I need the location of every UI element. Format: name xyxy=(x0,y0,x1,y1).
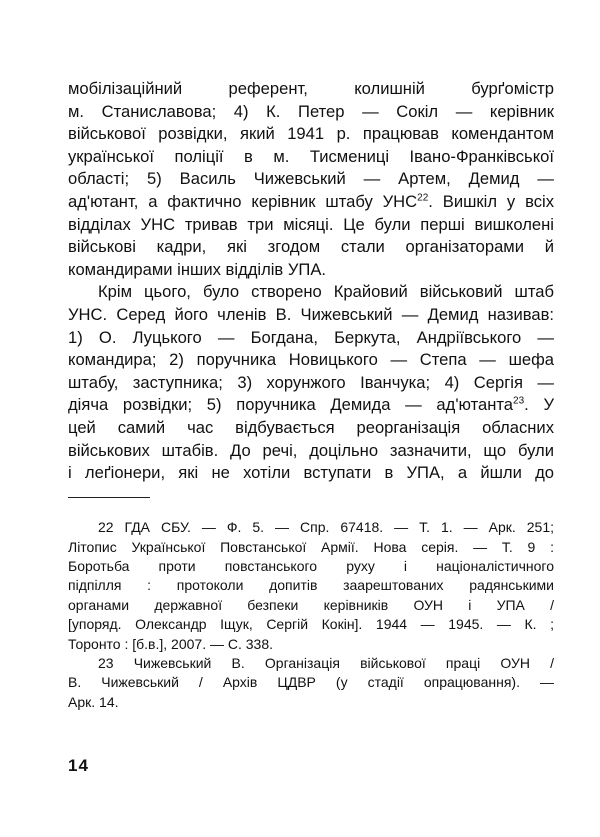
text-line: командира; 2) поручника Новицького — Степа — шефа xyxy=(68,350,554,370)
footnote-22-line: органами державної безпеки керівників ОУН і УПА / xyxy=(68,596,554,613)
footnotes xyxy=(68,518,554,712)
page-number: 14 xyxy=(68,756,89,775)
footnote-22-line: 22 ГДА СБУ. — Ф. 5. — Спр. 67418. — Т. 1. — Арк. 251; xyxy=(98,519,554,536)
text-line: Крім цього, було створено Крайовий військовий штаб xyxy=(98,282,554,302)
text-line: української поліції в м. Тисмениці Івано-Франківської xyxy=(68,146,554,166)
footnote-22-line: Торонто : [б.в.], 2007. — С. 338. xyxy=(68,635,274,652)
footnote-22-line: підпілля : протоколи допитів заарештованих радянськими xyxy=(68,577,554,594)
footnote-23-line: Арк. 14. xyxy=(68,693,119,710)
main-text xyxy=(68,78,554,485)
text-line: цей самий час відбувається реорганізація обласних xyxy=(68,417,554,437)
footnote-separator xyxy=(68,497,150,499)
text-line: мобілізаційний референт, колишній бурґомістр xyxy=(68,79,554,98)
text-line-with-ref xyxy=(68,191,554,214)
text-line: штабу, заступника; 3) хорунжого Іванчука; 4) Сергія — xyxy=(68,372,554,392)
footnote-ref-23[interactable]: 23 xyxy=(513,395,525,407)
text-line: м. Станиславова; 4) К. Петер — Сокіл — керівник xyxy=(68,101,554,121)
footnote-22-line: Боротьба проти повстанського руху і націоналістичного xyxy=(68,558,554,574)
text-line: 1) О. Луцького — Богдана, Беркута, Андріївського — xyxy=(68,327,554,347)
text-fragment: ад'ютант, а фактично керівник штабу УНС xyxy=(68,191,418,211)
text-line: військові кадри, які згодом стали організаторами й xyxy=(68,237,554,257)
footnote-23-line: 23 Чижевський В. Організація військової праці ОУН / xyxy=(98,655,554,672)
text-line-with-ref xyxy=(68,394,554,417)
page-content xyxy=(68,78,554,712)
footnote-23-line: В. Чижевський / Архів ЦДВР (у стадії опрацювання). — xyxy=(68,674,554,691)
footnote-ref-22[interactable]: 22 xyxy=(417,192,429,204)
text-fragment: . У xyxy=(524,395,554,415)
text-fragment: діяча розвідки; 5) поручника Демида — ад'ютанта xyxy=(68,395,514,415)
footnote-22-line: [упоряд. Олександр Іщук, Сергій Кокін]. 1944 — 1945. — К. ; xyxy=(68,616,554,633)
text-line: командирами інших відділів УПА. xyxy=(68,259,327,279)
text-line: військової розвідки, який 1941 р. працював комендантом xyxy=(68,124,554,144)
footnote-22-line: Літопис Української Повстанської Армії. Нова серія. — Т. 9 : xyxy=(68,538,554,555)
text-line: військових штабів. До речі, доцільно зазначити, що були xyxy=(68,440,554,460)
text-line: відділах УНС тривав три місяці. Це були перші вишколені xyxy=(68,214,554,234)
text-line: УНС. Серед його членів В. Чижевський — Демид називав: xyxy=(68,304,554,324)
text-line: області; 5) Василь Чижевський — Артем, Демид — xyxy=(68,169,554,189)
text-line: і леґіонери, які не хотіли вступати в УПА, а йшли до xyxy=(68,463,554,483)
text-fragment: . Вишкіл у всіх xyxy=(428,191,554,211)
